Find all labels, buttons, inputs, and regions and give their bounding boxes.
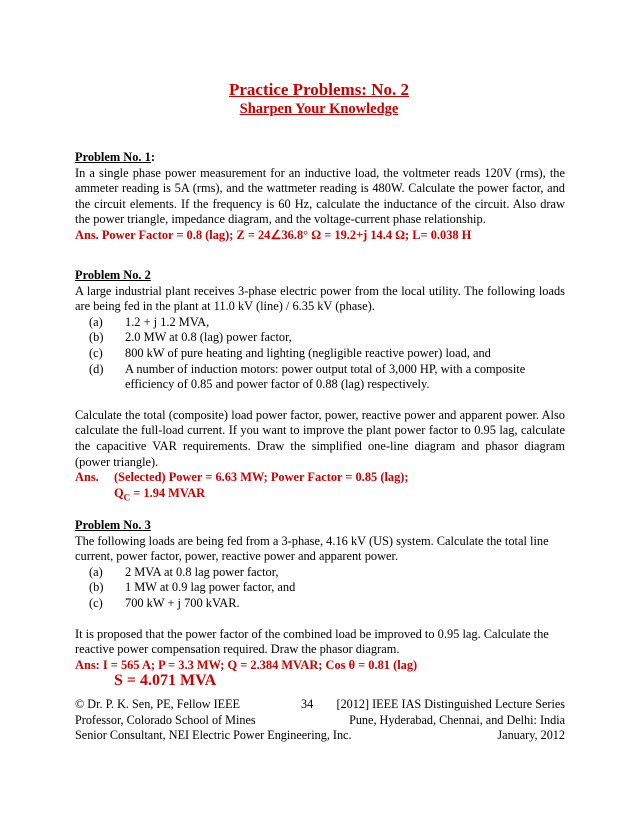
problem-2-answer [75,470,565,486]
problem-2-body: Calculate the total (composite) load power factor, power, reactive power and apparent power. Also calculate the full-load current. If you want to improve the plant power factor to 0.95 lag, calculate the capacitive VAR requirements. Draw the simplified one-line diagram and phasor diagram (power triangle). [75,407,565,469]
list-item-label: (d) [89,361,104,376]
list-item-text: 2.0 MW at 0.8 (lag) power factor, [125,330,292,345]
list-item-text: A number of induction motors: power output total of 3,000 HP, with a composite efficiency of 0.85 and power factor of 0.88 (lag) respectively. [125,361,526,392]
answer-prefix: Ans. [75,470,99,485]
list-item [75,362,565,393]
problem-3 [75,518,565,689]
list-item-label: (c) [89,595,103,610]
list-item-text: 700 kW + j 700 kVAR. [125,595,240,610]
problem-1-body: In a single phase power measurement for an inductive load, the voltmeter reads 120V (rms), the ammeter reading is 5A (rms), and the wattmeter reading is 480W. Calculate the power factor, and the circuit elements. If the frequency is 60 Hz, calculate the inductance of the circuit. Also draw the power triangle, impedance diagram, and the voltage-current phase relationship. [75,165,565,227]
list-item-label: (c) [89,345,103,360]
problem-2-heading: Problem No. 2 [75,268,151,282]
list-item [75,580,565,596]
list-item-text: 2 MVA at 0.8 lag power factor, [125,564,279,579]
footer-locations: Pune, Hyderabad, Chennai, and Delhi: India [349,712,565,727]
answer-line-1: (Selected) Power = 6.63 MW; Power Factor = 0.85 (lag); [114,470,409,485]
answer-q-value: = 1.94 MVAR [130,485,206,500]
list-item [75,346,565,362]
problem-1-heading: Problem No. 1 [75,150,151,164]
list-item [75,330,565,346]
footer-consultant: Senior Consultant, NEI Electric Power Engineering, Inc. [75,728,352,743]
problem-2-intro: A large industrial plant receives 3-phase electric power from the local utility. The following loads are being fed in the plant at 11.0 kV (line) / 6.35 kV (phase). [75,283,565,314]
problem-3-answer: Ans: I = 565 A; P = 3.3 MW; Q = 2.384 MVAR; Cos θ = 0.81 (lag) [75,657,418,672]
problem-2 [75,268,565,506]
problem-3-intro: The following loads are being fed from a 3-phase, 4.16 kV (US) system. Calculate the total line current, power factor, power, reactive power and apparent power. [75,533,549,564]
list-item-text: 800 kW of pure heating and lighting (negligible reactive power) load, and [125,345,491,360]
list-item-label: (b) [89,330,104,345]
list-item-label: (a) [89,564,103,579]
answer-q-symbol: Q [114,485,124,500]
problem-2-answer-line-2 [75,486,565,506]
problem-1 [75,150,565,244]
footer-affiliation: Professor, Colorado School of Mines [75,712,256,727]
footer-date: January, 2012 [497,728,565,743]
list-item-text: 1 MW at 0.9 lag power factor, and [125,580,296,595]
footer-right [337,697,565,744]
problem-1-answer: Ans. Power Factor = 0.8 (lag); Z = 24∠36.8° Ω = 19.2+j 14.4 Ω; L= 0.038 H [75,227,472,242]
problem-3-body: It is proposed that the power factor of the combined load be improved to 0.95 lag. Calculate the reactive power compensation required. Draw the phasor diagram. [75,626,549,657]
list-item [75,565,565,581]
list-item-label: (b) [89,580,104,595]
answer-q-subscript: C [123,492,131,503]
list-item [75,596,565,612]
page-title: Practice Problems: No. 2 [228,80,409,99]
problem-3-answer-line-2: S = 4.071 MVA [114,672,217,690]
page-number: 34 [301,697,314,711]
list-item [75,315,565,331]
footer-author: © Dr. P. K. Sen, PE, Fellow IEEE [75,697,240,711]
list-item-label: (a) [89,314,103,329]
footer-series: [2012] IEEE IAS Distinguished Lecture Series [336,697,565,711]
problem-3-heading: Problem No. 3 [75,518,151,532]
problem-1-colon: : [150,150,155,164]
list-item-text: 1.2 + j 1.2 MVA, [125,314,210,329]
page-subtitle: Sharpen Your Knowledge [239,101,399,117]
